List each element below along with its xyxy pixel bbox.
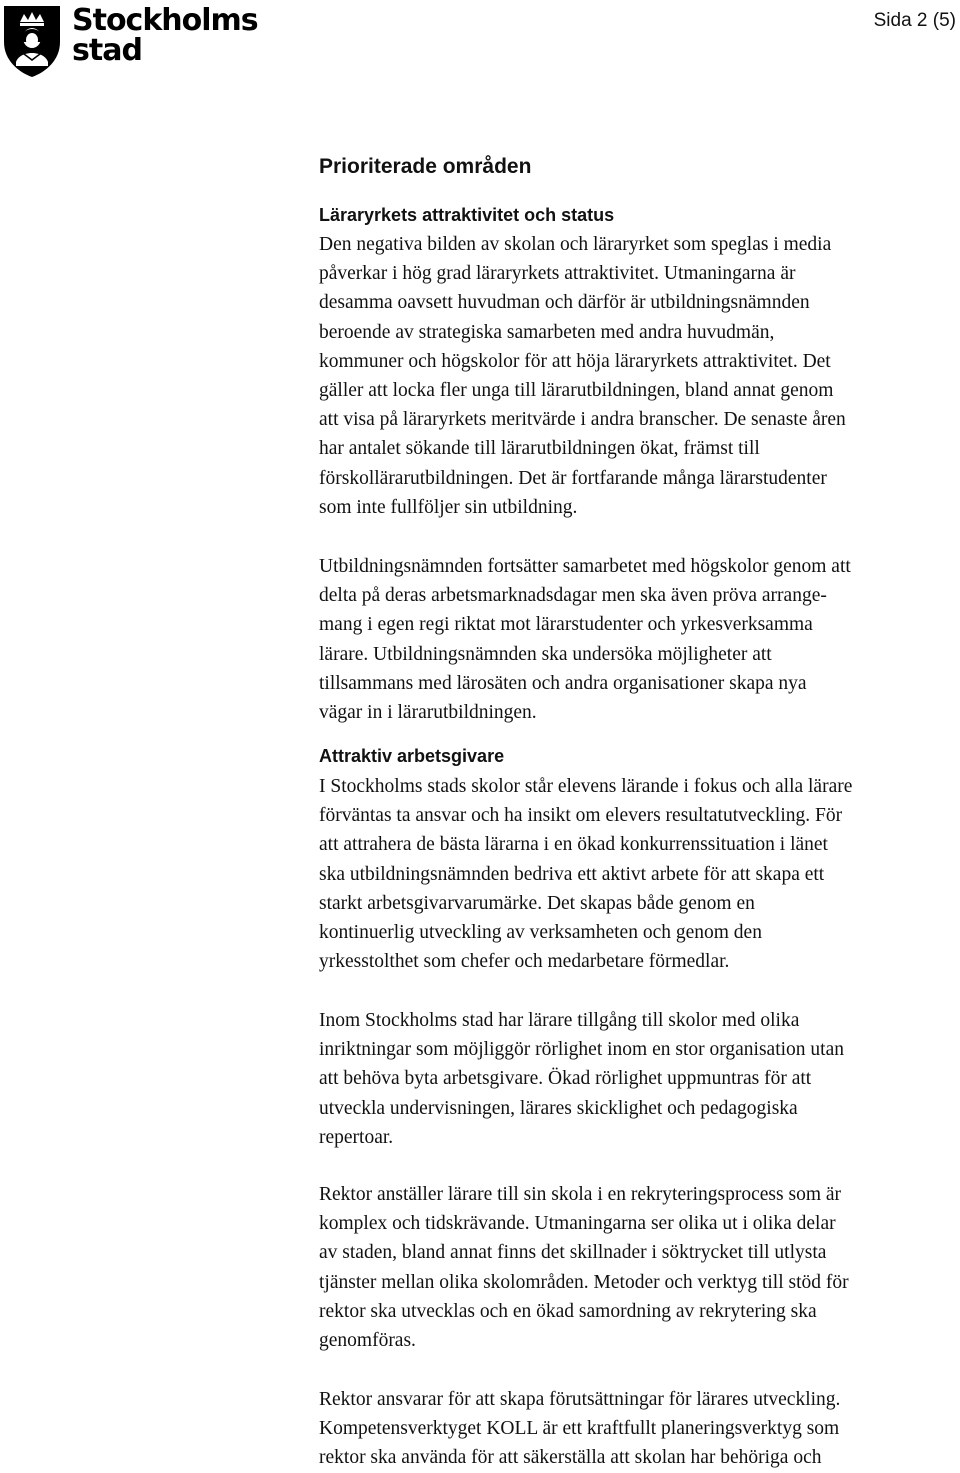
- text-line: repertoar.: [319, 1126, 394, 1148]
- text-line: förskollärarutbildningen. Det är fortfarande många lärarstudenter: [319, 467, 827, 489]
- text-line: desamma oavsett huvudman och därför är utbildningsnämnden: [319, 292, 810, 314]
- paragraph-arbetsgivare-2: [319, 1006, 960, 1152]
- text-line: rektor ska använda för att säkerställa att skolan har behöriga och: [319, 1447, 822, 1469]
- text-line: kontinuerlig utveckling av verksamheten och genom den: [319, 921, 762, 943]
- text-line: lärare. Utbildningsnämnden ska undersöka möjligheter att: [319, 643, 772, 665]
- text-line: tillsammans med lärosäten och andra organisationer skapa nya: [319, 672, 807, 694]
- text-line: Utbildningsnämnden fortsätter samarbetet med högskolor genom att: [319, 556, 851, 577]
- text-line: yrkesstolthet som chefer och medarbetare förmedlar.: [319, 951, 730, 973]
- text-line: kommuner och högskolor för att höja läraryrkets attraktivitet. Det: [319, 350, 831, 372]
- paragraph-arbetsgivare-1: [319, 772, 960, 976]
- text-line: att behöva byta arbetsgivare. Ökad rörlighet uppmuntras för att: [319, 1068, 812, 1090]
- text-line: Rektor anställer lärare till sin skola i en rekryteringsprocess som är: [319, 1184, 842, 1205]
- text-line: Rektor ansvarar för att skapa förutsättningar för lärares utveckling.: [319, 1389, 841, 1410]
- text-line: I Stockholms stads skolor står elevens lärande i fokus och alla lärare: [319, 776, 853, 797]
- text-line: delta på deras arbetsmarknadsdagar men ska även pröva arrange-: [319, 585, 827, 607]
- text-line: genomföras.: [319, 1329, 416, 1351]
- paragraph-arbetsgivare-3: [319, 1180, 960, 1355]
- text-line: Den negativa bilden av skolan och läraryrket som speglas i media: [319, 234, 832, 255]
- crest-icon: [2, 2, 62, 78]
- text-line: som inte fullföljer sin utbildning.: [319, 496, 578, 518]
- text-line: utveckla undervisningen, lärares skicklighet och pedagogiska: [319, 1097, 798, 1119]
- text-line: av staden, bland annat finns det skillnader i söktrycket till utlysta: [319, 1242, 827, 1264]
- text-line: ska utbildningsnämnden bedriva ett aktivt arbete för att skapa ett: [319, 863, 825, 885]
- logo-line2: stad: [72, 33, 142, 68]
- text-line: komplex och tidskrävande. Utmaningarna ser olika ut i olika delar: [319, 1213, 836, 1235]
- page-title: Prioriterade områden: [319, 155, 532, 178]
- section-heading-attraktivitet: Läraryrkets attraktivitet och status: [319, 205, 615, 225]
- text-line: förväntas ta ansvar och ha insikt om elevers resultatutveckling. För: [319, 805, 843, 827]
- text-line: mang i egen regi riktat mot lärarstudenter och yrkesverksamma: [319, 614, 813, 636]
- page-number: Sida 2 (5): [873, 10, 956, 31]
- paragraph-arbetsgivare-4: [319, 1385, 960, 1473]
- text-line: tjänster mellan olika skolområden. Metoder och verktyg till stöd för: [319, 1271, 849, 1293]
- text-line: att visa på läraryrkets meritvärde i andra branscher. De senaste åren: [319, 409, 846, 431]
- text-line: har antalet sökande till lärarutbildningen ökat, främst till: [319, 438, 760, 460]
- logo-wordmark: [72, 3, 258, 68]
- text-line: inriktningar som möjliggör rörlighet inom en stor organisation utan: [319, 1039, 844, 1061]
- text-line: starkt arbetsgivarvarumärke. Det skapas både genom en: [319, 892, 755, 914]
- section-heading-arbetsgivare: Attraktiv arbetsgivare: [319, 746, 505, 766]
- logo-line1: Stockholms: [72, 3, 258, 38]
- paragraph-attraktivitet-1: [319, 230, 960, 522]
- city-logo: [0, 0, 258, 80]
- text-line: vägar in i lärarutbildningen.: [319, 701, 537, 723]
- text-line: rektor ska utvecklas och en ökad samordning av rekrytering ska: [319, 1300, 817, 1322]
- text-line: gäller att locka fler unga till lärarutbildningen, bland annat genom: [319, 379, 834, 401]
- text-line: påverkar i hög grad läraryrkets attraktivitet. Utmaningarna är: [319, 263, 796, 285]
- paragraph-attraktivitet-2: [319, 552, 960, 727]
- text-line: beroende av strategiska samarbeten med andra huvudmän,: [319, 321, 775, 343]
- text-line: att attrahera de bästa lärarna i en ökad konkurrenssituation i länet: [319, 834, 828, 856]
- text-line: Inom Stockholms stad har lärare tillgång till skolor med olika: [319, 1010, 800, 1031]
- text-line: Kompetensverktyget KOLL är ett kraftfullt planeringsverktyg som: [319, 1418, 840, 1440]
